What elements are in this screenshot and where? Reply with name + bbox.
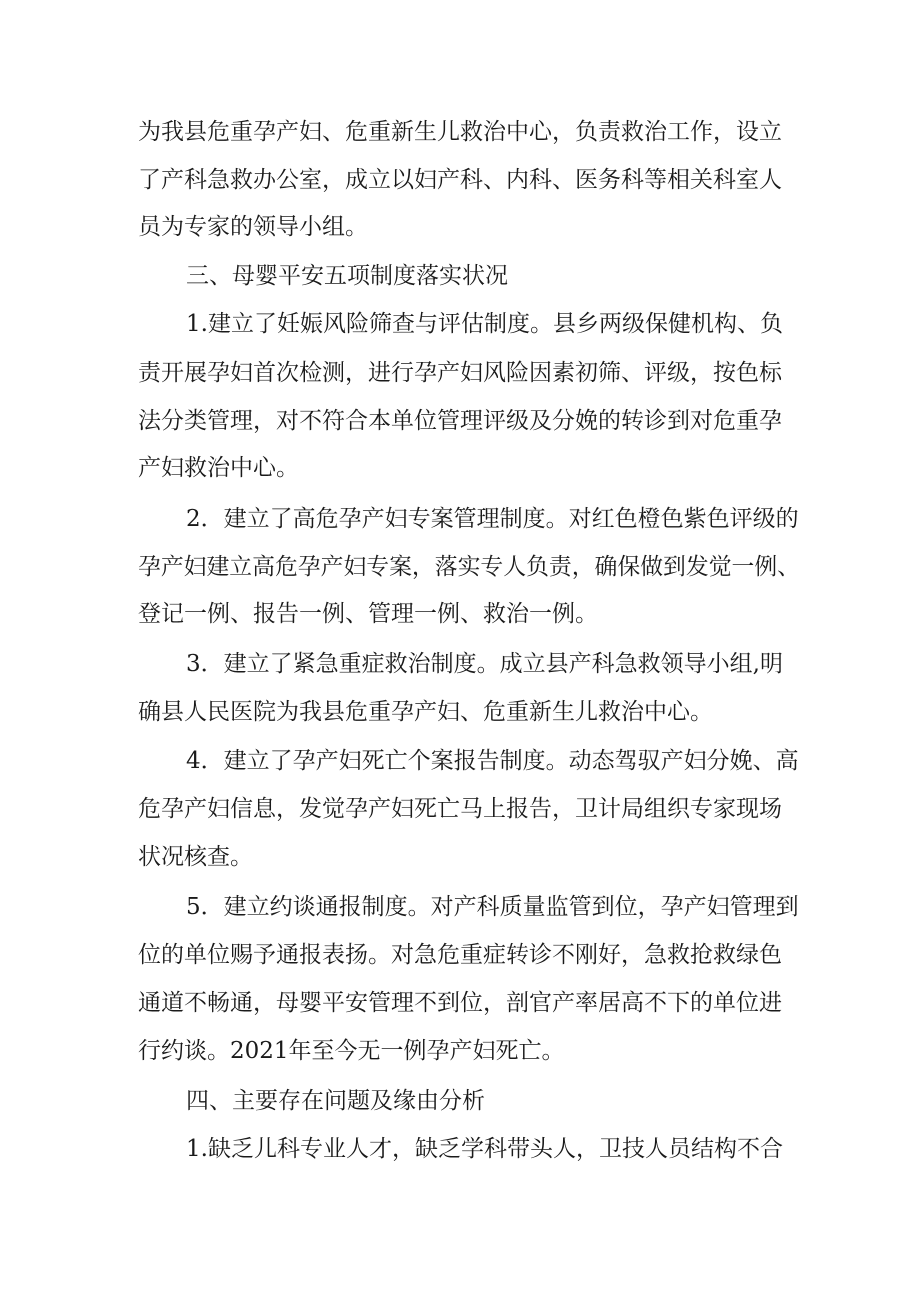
text-line: 4．建立了孕产妇死亡个案报告制度。动态驾驭产妇分娩、高 (186, 748, 799, 774)
text-line: 1.建立了妊娠风险筛查与评估制度。县乡两级保健机构、负 (186, 311, 783, 337)
text-line: 危孕产妇信息，发觉孕产妇死亡马上报告，卫计局组织专家现场 (138, 796, 782, 822)
text-line: 孕产妇建立高危孕产妇专案，落实专人负责，确保做到发觉一例、 (138, 554, 800, 580)
text-line: 行约谈。2021年至今无一例孕产妇死亡。 (138, 1038, 565, 1064)
section-heading: 四、主要存在问题及缘由分析 (186, 1088, 485, 1114)
text-line: 状况核查。 (138, 844, 253, 870)
text-line: 确县人民医院为我县危重孕产妇、危重新生儿救治中心。 (138, 699, 713, 725)
text-line: 员为专家的领导小组。 (138, 214, 368, 240)
text-line: 2．建立了高危孕产妇专案管理制度。对红色橙色紫色评级的 (186, 506, 799, 532)
text-line: 责开展孕妇首次检测，进行孕产妇风险因素初筛、评级，按色标 (138, 360, 782, 386)
text-line: 产妇救治中心。 (138, 455, 299, 481)
text-line: 法分类管理，对不符合本单位管理评级及分娩的转诊到对危重孕 (138, 408, 782, 434)
text-line: 了产科急救办公室，成立以妇产科、内科、医务科等相关科室人 (138, 167, 782, 193)
text-line: 3．建立了紧急重症救治制度。成立县产科急救领导小组,明 (186, 651, 783, 677)
text-line: 登记一例、报告一例、管理一例、救治一例。 (138, 601, 598, 627)
text-line: 通道不畅通，母婴平安管理不到位，剖官产率居高不下的单位进 (138, 990, 782, 1016)
text-line: 为我县危重孕产妇、危重新生儿救治中心，负责救治工作，设立 (138, 119, 782, 145)
text-line: 5．建立约谈通报制度。对产科质量监管到位，孕产妇管理到 (186, 894, 799, 920)
text-line: 1.缺乏儿科专业人才，缺乏学科带头人，卫技人员结构不合 (186, 1136, 783, 1162)
section-heading: 三、母婴平安五项制度落实状况 (186, 263, 508, 289)
text-line: 位的单位赐予通报表扬。对急危重症转诊不刚好，急救抢救绿色 (138, 942, 782, 968)
